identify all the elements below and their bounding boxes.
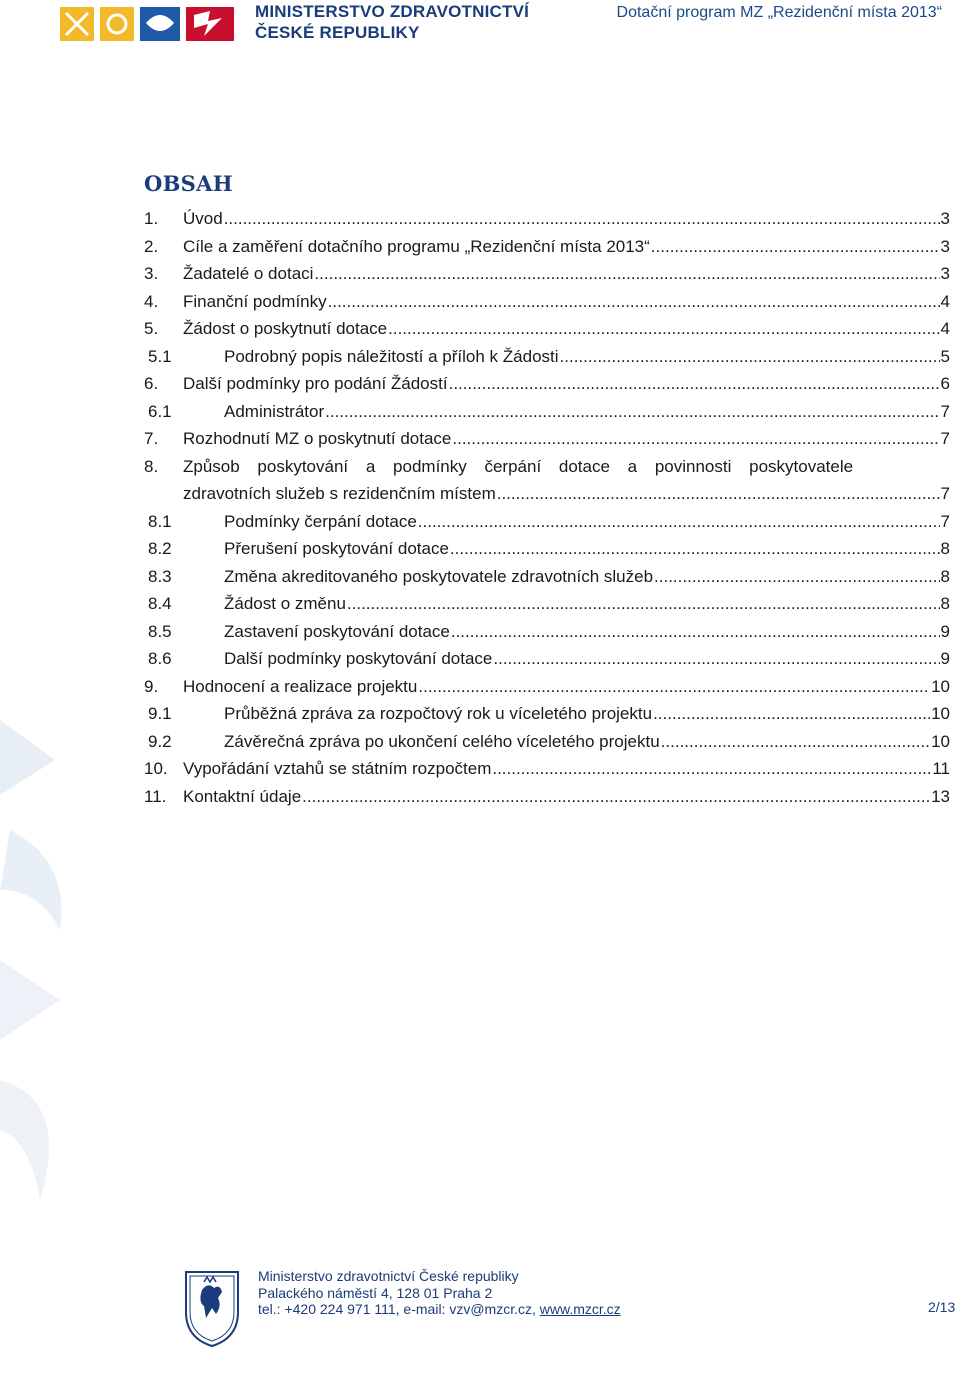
toc-entry-9[interactable] (144, 673, 950, 701)
toc-number: 10. (144, 759, 168, 778)
toc-number: 9.2 (148, 731, 172, 751)
toc-entry-6[interactable] (144, 370, 950, 398)
toc-leader (653, 700, 930, 728)
toc-entry-6-1[interactable] (144, 398, 950, 426)
toc-leader (452, 425, 939, 453)
toc-leader (328, 288, 940, 316)
toc-leader (560, 343, 940, 371)
toc-entry-9-1[interactable] (144, 700, 950, 728)
toc-page: 10 (931, 704, 950, 723)
toc-page: 11 (932, 759, 950, 778)
page-indicator: 2/13 (928, 1299, 956, 1315)
toc-entry-3[interactable] (144, 260, 950, 288)
toc-title: Finanční podmínky (183, 291, 327, 311)
toc-title: Přerušení poskytování dotace (224, 539, 449, 558)
toc-entry-11[interactable] (144, 783, 950, 811)
toc-title-line1: Způsob poskytování a podmínky čerpání dotace a povinnosti poskytovatele (183, 456, 854, 476)
toc-title: Úvod (183, 209, 223, 228)
toc-leader (493, 645, 939, 673)
footer-address: Palackého náměstí 4, 128 01 Praha 2 (258, 1284, 493, 1301)
toc-title: Podmínky čerpání dotace (224, 511, 417, 531)
toc-entry-8-5[interactable] (144, 618, 950, 646)
toc-number: 5.1 (148, 346, 172, 366)
toc-page: 9 (940, 649, 950, 668)
toc-title: Cíle a zaměření dotačního programu „Rezidenční místa 2013“ (183, 236, 650, 256)
toc-title: Žádost o poskytnutí dotace (183, 319, 388, 338)
toc-leader (314, 260, 939, 288)
toc-page: 7 (940, 429, 950, 448)
toc-title: Závěrečná zpráva po ukončení celého víceletého projektu (224, 731, 660, 751)
toc-entry-4[interactable] (144, 288, 950, 316)
coat-of-arms-icon (182, 1268, 242, 1348)
toc-leader (451, 618, 940, 646)
toc-title: Kontaktní údaje (183, 786, 302, 806)
toc-number: 8. (144, 456, 159, 476)
toc-leader (497, 480, 940, 508)
toc-entry-8-6[interactable] (144, 645, 950, 673)
ministry-name (255, 1, 529, 43)
toc-number: 8.2 (148, 539, 172, 558)
toc-page: 4 (940, 291, 950, 311)
toc-title: Hodnocení a realizace projektu (183, 676, 418, 696)
toc-number: 9.1 (148, 704, 172, 723)
toc-leader (492, 755, 931, 783)
table-of-contents (144, 205, 950, 810)
toc-title: Vypořádání vztahů se státním rozpočtem (183, 759, 492, 778)
ministry-name-line2: ČESKÉ REPUBLIKY (255, 23, 420, 42)
toc-number: 8.4 (148, 594, 172, 613)
toc-page: 8 (940, 566, 950, 586)
footer-contact (258, 1268, 621, 1318)
toc-heading: OBSAH (144, 171, 233, 196)
toc-entry-2[interactable] (144, 233, 950, 261)
toc-leader (325, 398, 939, 426)
footer-website-link[interactable]: www.mzcr.cz (539, 1301, 621, 1317)
toc-leader (449, 370, 940, 398)
footer-contact-line (258, 1301, 621, 1318)
toc-page: 7 (940, 484, 950, 503)
program-title: Dotační program MZ „Rezidenční místa 2013“ (616, 4, 942, 21)
page-header (0, 0, 960, 48)
toc-number: 5. (144, 319, 159, 338)
toc-leader (651, 233, 940, 261)
toc-leader (418, 508, 940, 536)
toc-page: 3 (940, 236, 950, 256)
toc-entry-8-4[interactable] (144, 590, 950, 618)
footer-contact-prefix: tel.: +420 224 971 111, e-mail: vzv@mzcr.cz, (258, 1301, 540, 1317)
toc-title-line2: zdravotních služeb s rezidenčním místem (183, 484, 496, 503)
toc-leader (654, 563, 940, 591)
toc-entry-5[interactable] (144, 315, 950, 343)
toc-leader (450, 535, 940, 563)
toc-leader (661, 728, 930, 756)
toc-number: 8.3 (148, 566, 172, 586)
toc-number: 3. (144, 264, 159, 283)
toc-title: Rozhodnutí MZ o poskytnutí dotace (183, 429, 452, 448)
toc-page: 8 (940, 594, 950, 613)
toc-leader (418, 673, 930, 701)
ministry-name-line1: MINISTERSTVO ZDRAVOTNICTVÍ (255, 2, 530, 21)
watermark-graphic-icon (0, 700, 90, 1220)
toc-leader (347, 590, 940, 618)
toc-number: 6. (144, 374, 159, 393)
toc-page: 3 (940, 209, 950, 228)
toc-entry-9-2[interactable] (144, 728, 950, 756)
toc-leader (388, 315, 939, 343)
toc-page: 13 (931, 786, 950, 806)
toc-page: 9 (940, 621, 950, 641)
toc-number: 8.6 (148, 649, 172, 668)
toc-page: 7 (940, 511, 950, 531)
toc-number: 2. (144, 236, 159, 256)
toc-leader (224, 205, 940, 233)
toc-title: Další podmínky poskytování dotace (224, 649, 493, 668)
toc-number: 9. (144, 676, 159, 696)
toc-title: Žádost o změnu (224, 594, 346, 613)
toc-number: 7. (144, 429, 159, 448)
toc-page: 10 (931, 676, 950, 696)
toc-page: 4 (940, 319, 950, 338)
toc-entry-8[interactable] (144, 453, 950, 508)
toc-entry-5-1[interactable] (144, 343, 950, 371)
toc-page: 7 (940, 401, 950, 421)
toc-entry-8-3[interactable] (144, 563, 950, 591)
toc-page: 8 (940, 539, 950, 558)
toc-title: Zastavení poskytování dotace (224, 621, 450, 641)
toc-page: 6 (940, 374, 950, 393)
toc-number: 4. (144, 291, 159, 311)
toc-entry-8-2[interactable] (144, 535, 950, 563)
footer-org-name: Ministerstvo zdravotnictví České republiky (258, 1268, 519, 1284)
toc-page: 3 (940, 264, 950, 283)
toc-number: 11. (144, 786, 167, 806)
toc-title: Podrobný popis náležitostí a příloh k Žádosti (224, 346, 559, 366)
toc-title: Změna akreditovaného poskytovatele zdravotních služeb (224, 566, 654, 586)
toc-entry-10[interactable] (144, 755, 950, 783)
toc-page: 5 (940, 346, 950, 366)
toc-entry-1[interactable] (144, 205, 950, 233)
toc-entry-7[interactable] (144, 425, 950, 453)
toc-title: Další podmínky pro podání Žádostí (183, 374, 448, 393)
toc-title: Průběžná zpráva za rozpočtový rok u víceletého projektu (224, 704, 653, 723)
toc-number: 6.1 (148, 401, 172, 421)
toc-entry-8-1[interactable] (144, 508, 950, 536)
toc-leader (302, 783, 930, 811)
toc-title: Žadatelé o dotaci (183, 264, 314, 283)
ministry-logo-icon (60, 3, 240, 43)
toc-number: 8.5 (148, 621, 172, 641)
toc-title: Administrátor (224, 401, 325, 421)
toc-number: 1. (144, 209, 159, 228)
toc-page: 10 (931, 731, 950, 751)
toc-number: 8.1 (148, 511, 172, 531)
